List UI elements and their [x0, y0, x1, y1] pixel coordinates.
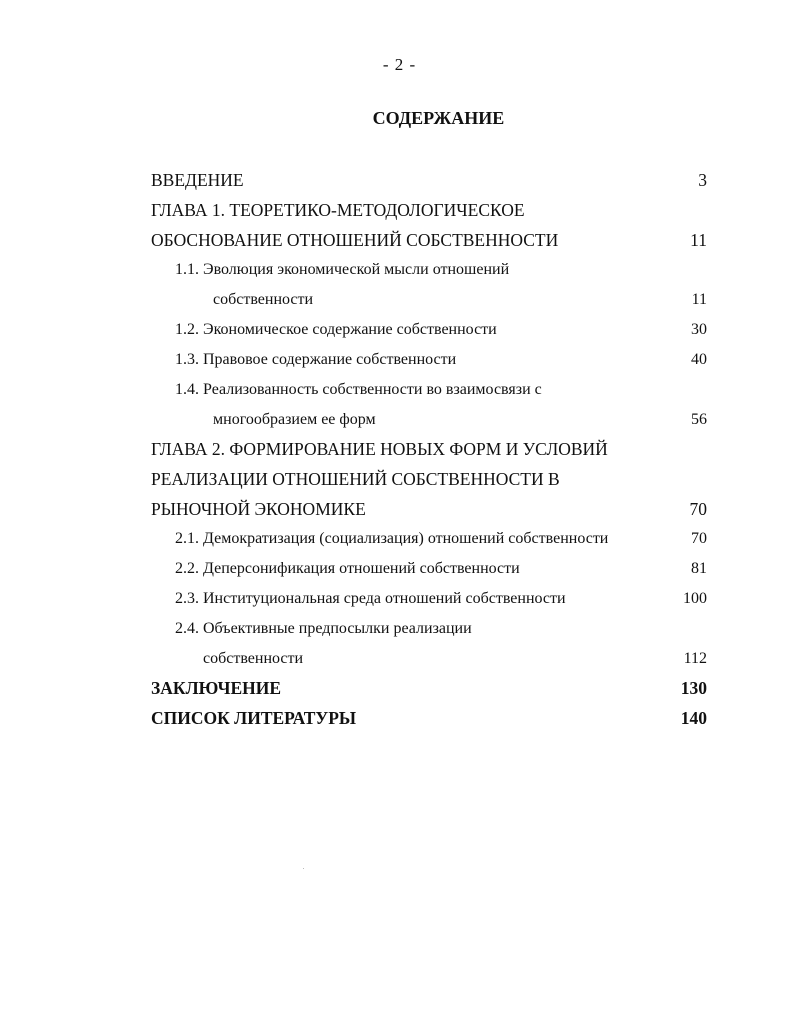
toc-entry-section-2-3: [0, 587, 799, 611]
toc-entry-section-1-4-line-1: [0, 378, 799, 402]
toc-entry-page: 112: [683, 650, 707, 667]
toc-entry-section-1-4-line-2: [0, 408, 799, 432]
toc-entry-label: 1.2. Экономическое содержание собственности: [175, 321, 497, 338]
toc-entry-label: собственности: [213, 291, 314, 308]
toc-entry-label: многообразием ее форм: [213, 411, 376, 428]
toc-entry-section-1-1-line-2: [0, 288, 799, 312]
toc-entry-references: [0, 706, 799, 730]
toc-entry-page: 70: [691, 530, 707, 547]
toc-entry-page: 11: [690, 230, 707, 250]
toc-entry-label: 2.2. Деперсонификация отношений собственности: [175, 560, 520, 577]
toc-entry-page: 140: [680, 708, 707, 728]
toc-entry-page: 100: [683, 590, 707, 607]
toc-entry-label: ОБОСНОВАНИЕ ОТНОШЕНИЙ СОБСТВЕННОСТИ: [151, 230, 559, 250]
toc-entry-chapter-1-line-1: [0, 198, 799, 222]
toc-entry-page: 30: [691, 321, 707, 338]
toc-entry-page: 40: [691, 351, 707, 368]
toc-entry-chapter-2-line-1: [0, 437, 799, 461]
toc-entry-label: ВВЕДЕНИЕ: [151, 170, 244, 190]
toc-entry-page: 81: [691, 560, 707, 577]
toc-entry-label: 2.4. Объективные предпосылки реализации: [175, 620, 472, 637]
toc-entry-label: 1.4. Реализованность собственности во взаимосвязи с: [175, 381, 542, 398]
toc-entry-section-2-4-line-2: [0, 647, 799, 671]
scan-speck: [303, 868, 304, 869]
toc-entry-conclusion: [0, 676, 799, 700]
page-number: - 2 -: [382, 55, 417, 74]
toc-entry-introduction: [0, 168, 799, 192]
toc-entry-section-2-1: [0, 527, 799, 551]
toc-entry-label: 2.3. Институциональная среда отношений собственности: [175, 590, 566, 607]
toc-entry-label: 1.1. Эволюция экономической мысли отношений: [175, 261, 510, 278]
toc-entry-label: 2.1. Демократизация (социализация) отношений собственности: [175, 530, 609, 547]
toc-entry-label: собственности: [203, 650, 304, 667]
toc-entry-label: РЕАЛИЗАЦИИ ОТНОШЕНИЙ СОБСТВЕННОСТИ В: [151, 469, 560, 489]
toc-entry-page: 130: [680, 678, 707, 698]
toc-entry-page: 70: [689, 499, 707, 519]
toc-entry-section-2-4-line-1: [0, 617, 799, 641]
toc-entry-label: СПИСОК ЛИТЕРАТУРЫ: [151, 708, 357, 728]
toc-entry-section-1-1-line-1: [0, 258, 799, 282]
toc-entry-section-2-2: [0, 557, 799, 581]
toc-entry-label: ГЛАВА 1. ТЕОРЕТИКО-МЕТОДОЛОГИЧЕСКОЕ: [151, 200, 525, 220]
toc-entry-label: 1.3. Правовое содержание собственности: [175, 351, 457, 368]
toc-entry-section-1-3: [0, 348, 799, 372]
toc-entry-chapter-1-line-2: [0, 228, 799, 252]
toc-entry-label: ЗАКЛЮЧЕНИЕ: [151, 678, 282, 698]
toc-entry-page: 3: [698, 170, 707, 190]
toc-entry-label: ГЛАВА 2. ФОРМИРОВАНИЕ НОВЫХ ФОРМ И УСЛОВИЙ: [151, 439, 608, 459]
toc-entry-section-1-2: [0, 318, 799, 342]
toc-entry-page: 56: [691, 411, 707, 428]
toc-title: СОДЕРЖАНИЕ: [372, 108, 505, 128]
toc-entry-label: РЫНОЧНОЙ ЭКОНОМИКЕ: [151, 499, 366, 519]
toc-entry-chapter-2-line-2: [0, 467, 799, 491]
toc-entry-chapter-2-line-3: [0, 497, 799, 521]
toc-entry-page: 11: [691, 291, 707, 308]
